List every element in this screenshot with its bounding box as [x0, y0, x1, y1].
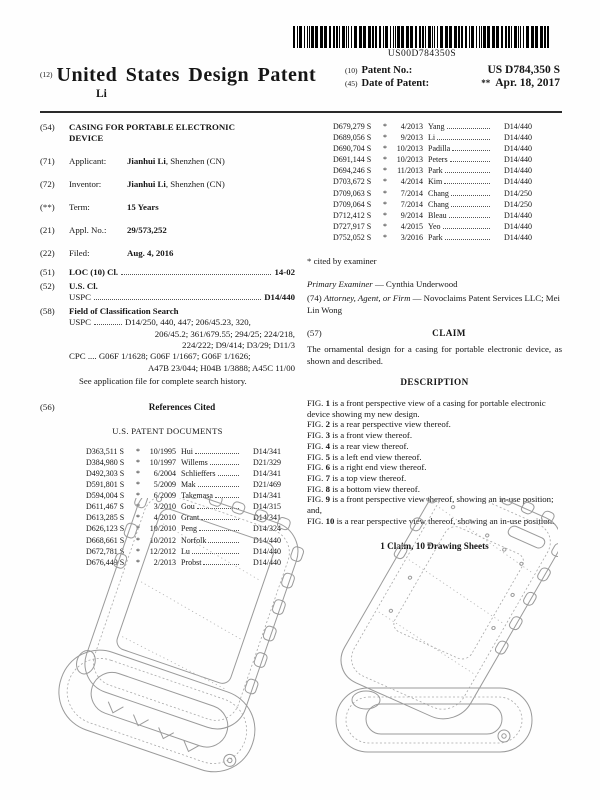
table-row: D709,063 S * 7/2014 Chang D14/250 — [333, 188, 532, 198]
primary-examiner-line: Primary Examiner — Cynthia Underwood — [307, 278, 458, 289]
table-row: D613,285 S * 4/2010 Grant D14/341 — [86, 513, 281, 523]
figure-front-perspective-drawing — [46, 498, 314, 788]
table-row: D752,052 S * 3/2016 Park D14/440 — [333, 232, 532, 242]
table-row: D594,004 S * 6/2009 Takemasa D14/341 — [86, 491, 281, 501]
claim-text: The ornamental design for a casing for portable electronic device, as shown and described. — [307, 344, 562, 366]
dot-leader — [121, 274, 271, 275]
dot-leader — [450, 161, 490, 162]
table-row: D679,279 S * 4/2013 Yang D14/440 — [333, 122, 532, 131]
dot-leader — [437, 139, 490, 140]
dot-leader — [94, 324, 122, 325]
dot-leader — [94, 299, 261, 300]
barcode-bars — [288, 26, 556, 48]
field-inventor: (72) Inventor: Jianhui Li, Shenzhen (CN) — [40, 179, 225, 190]
patent-number-label: Patent No.: — [361, 65, 413, 76]
figure-description-line: FIG. 4 is a rear view thereof. — [307, 440, 409, 451]
figure-description-line: FIG. 7 is a top view thereof. — [307, 473, 407, 483]
figure-description-line: FIG. 9 is a front perspective view thereof, showing an in-use position; and, — [307, 494, 554, 516]
patent-number-row: (10) Patent No.: US D784,350 S — [345, 64, 560, 76]
page-title: United States Design Patent — [56, 64, 317, 86]
figure-description-line: FIG. 6 is a right end view thereof. — [307, 462, 427, 473]
figure-description-line: FIG. 10 is a rear perspective view thereof, showing an in-use position. — [307, 515, 555, 526]
table-row: D384,980 S * 10/1997 Willems D21/329 — [86, 457, 281, 467]
table-row: D689,056 S * 9/2013 Li D14/440 — [333, 133, 532, 143]
table-row: D712,412 S * 9/2014 Bleau D14/440 — [333, 210, 532, 220]
drawing-sheet — [46, 498, 558, 788]
field-appl-no: (21) Appl. No.: 29/573,252 — [40, 225, 167, 236]
search-history-note: See application file for complete search history. — [79, 376, 247, 387]
dot-leader — [195, 453, 239, 454]
figure-description-line: FIG. 3 is a front view thereof. — [307, 430, 413, 441]
claims-sheets-line: 1 Claim, 10 Drawing Sheets — [380, 540, 489, 551]
table-row: D727,917 S * 4/2015 Yeo D14/440 — [333, 221, 532, 231]
table-row: D690,704 S * 10/2013 Padilla D14/440 — [333, 144, 532, 154]
claim-heading: (57) CLAIM — [307, 328, 466, 339]
dot-leader — [447, 128, 490, 129]
patent-number-value: US D784,350 S — [487, 64, 560, 76]
dot-leader — [210, 464, 239, 465]
field-term: (**) Term: 15 Years — [40, 202, 159, 213]
dot-leader — [443, 228, 490, 229]
barcode-text: US00D784350S — [387, 49, 457, 59]
dot-leader — [445, 172, 490, 173]
header-right — [345, 64, 560, 100]
field-loc-class: (51) LOC (10) Cl. 14-02 — [40, 267, 295, 278]
dot-leader — [218, 475, 239, 476]
doc-kind-code: (12) — [40, 70, 53, 79]
dot-leader — [445, 239, 490, 240]
term-extension-stars: ** — [481, 78, 491, 88]
field-us-class: (52) U.S. Cl. USPC D14/440 — [40, 280, 295, 303]
dot-leader — [198, 486, 239, 487]
table-row: D672,781 S * 12/2012 Lu D14/440 — [86, 546, 281, 556]
patent-date-row: (45) Date of Patent: ** Apr. 18, 2017 — [345, 77, 560, 89]
dot-leader — [444, 183, 490, 184]
table-row: D676,449 S * 2/2013 Probst D14/440 — [86, 557, 281, 567]
figure-description-line: FIG. 1 is a front perspective view of a casing for portable electronic device showing my new design. — [307, 397, 546, 419]
dot-leader — [451, 206, 490, 207]
patent-date-value: ** Apr. 18, 2017 — [481, 77, 560, 89]
figure-description-line: FIG. 5 is a left end view thereof. — [307, 451, 422, 462]
table-row: D611,467 S * 3/2010 Gou D14/315 — [86, 502, 281, 512]
table-row: D691,144 S * 10/2013 Peters D14/440 — [333, 155, 532, 165]
references-cited-heading: (56) References Cited — [40, 401, 216, 412]
description-heading: DESCRIPTION — [400, 377, 469, 388]
dot-leader — [451, 195, 490, 196]
figure-description-line: FIG. 8 is a bottom view thereof. — [307, 483, 420, 494]
field-applicant: (71) Applicant: Jianhui Li, Shenzhen (CN) — [40, 156, 225, 167]
inventor-surname: Li — [96, 88, 107, 100]
dot-leader — [452, 150, 490, 151]
figure-rear-perspective-drawing — [328, 498, 558, 778]
patent-references-table-right — [333, 122, 532, 243]
invention-title: CASING FOR PORTABLE ELECTRONIC DEVICE — [69, 122, 235, 144]
field-title: (54) CASING FOR PORTABLE ELECTRONIC DEVICE — [40, 122, 295, 145]
figure-description-line: FIG. 2 is a rear perspective view thereof. — [307, 419, 451, 430]
document-header — [40, 64, 560, 100]
header-divider — [40, 111, 562, 113]
table-row: D703,672 S * 4/2014 Kim D14/440 — [333, 177, 532, 187]
barcode — [288, 26, 556, 59]
field-classification-search: (58) Field of Classification Search USPC D14/250, 440, 447; 206/45.23, 320, 206/45.2; 361/679.55; 294/25; 224/218, 224/222; D9/414; D3/29; D11/3 CPC .... G06F 1/1628; G06F 1/1667; G06F 1/1626; A47B 23/044; H04B 1/3888; A45C 11/00 See application file for complete search history. — [40, 305, 295, 387]
table-row: D709,064 S * 7/2014 Chang D14/250 — [333, 199, 532, 209]
table-row: D668,661 S * 10/2012 Norfolk D14/440 — [86, 535, 281, 545]
attorney-line: (74) Attorney, Agent, or Firm — Novoclaims Patent Services LLC; Mei Lin Wong — [307, 293, 560, 315]
table-row: D626,123 S * 10/2010 Peng D14/324 — [86, 524, 281, 534]
patent-date-label: Date of Patent: — [361, 78, 430, 89]
cited-by-examiner-note: * cited by examiner — [307, 255, 377, 266]
table-row: D363,511 S * 10/1995 Hui D14/341 — [86, 446, 281, 456]
table-row: D591,801 S * 5/2009 Mak D21/469 — [86, 480, 281, 490]
header-left — [40, 64, 316, 100]
dot-leader — [449, 217, 490, 218]
table-row: D492,303 S * 6/2004 Schlieffers D14/341 — [86, 468, 281, 478]
us-patent-documents-heading: U.S. PATENT DOCUMENTS — [112, 425, 223, 436]
field-filed: (22) Filed: Aug. 4, 2016 — [40, 248, 174, 259]
table-row: D694,246 S * 11/2013 Park D14/440 — [333, 166, 532, 176]
